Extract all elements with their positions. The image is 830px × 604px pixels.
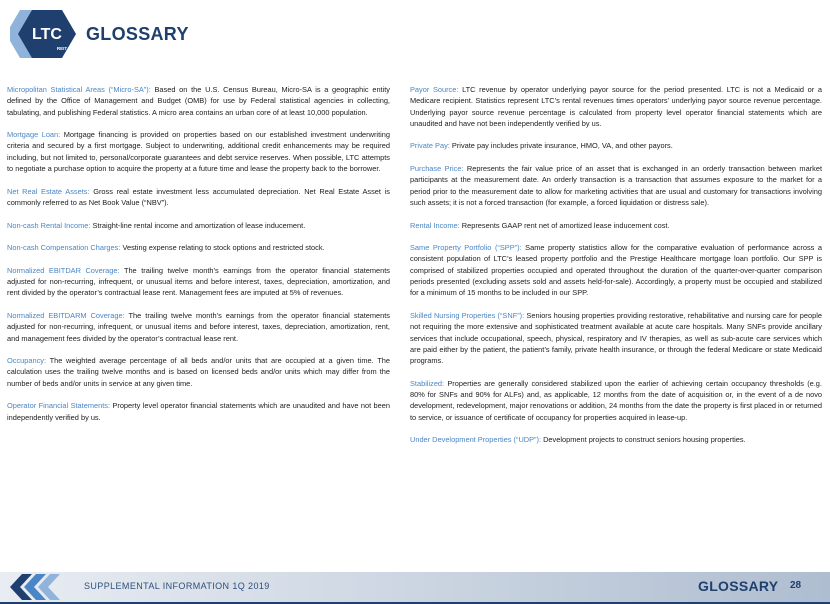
glossary-definition: Private pay includes private insurance, HMO, VA, and other payors. — [451, 141, 673, 151]
page-title: GLOSSARY — [86, 24, 189, 44]
glossary-entry — [410, 378, 822, 423]
glossary-definition: Vesting expense relating to stock options and restricted stock. — [122, 243, 325, 253]
glossary-definition: Represents the fair value price of an asset that is exchanged in an orderly transaction between market participants at the measurement date. An orderly transaction is a transaction that assumes exposure to the market for a period prior to the measurement date to allow for marketing activities that are usual and customary for transactions involving such assets; it is not a forced transaction (for example, a forced liquidation or distress sale). — [410, 164, 822, 207]
logo-sub-text: REIT — [56, 46, 68, 51]
glossary-term: Mortgage Loan: — [7, 130, 61, 140]
glossary-definition: Properties are generally considered stabilized upon the earlier of achieving certain occupancy thresholds (e.g. 80% for SNFs and 90% for ALFs) and, as applicable, 12 months from the date of acquisition or, in the event of a de novo development, redevelopment, major renovations or addition, 24 months from the date the property is first placed in or returned to service, or issuance of certificate of occupancy for properties acquired in lease-up. — [410, 378, 822, 422]
glossary-term: Non-cash Rental Income: — [7, 220, 91, 230]
glossary-definition: LTC revenue by operator underlying payor source for the period presented. LTC is not a Medicaid or a Medicare recipient. Statistics represent LTC’s rental revenues times operators’ underlying payor source revenue percentage. Underlying payor source revenue percentage is calculated from property level operator financial statements which are unaudited and have not been independently verified by us. — [410, 85, 822, 128]
glossary-left-column — [7, 84, 390, 434]
glossary-definition: Based on the U.S. Census Bureau, Micro-SA is a geographic entity defined by the Office of Management and Budget (OMB) for use by Federal statistical agencies in collecting, tabulating, and publishing Federal statistics. A micro area contains an urban core of at least 10,000 population. — [7, 85, 391, 117]
glossary-right-column — [410, 84, 822, 457]
glossary-term: Private Pay: — [410, 141, 450, 151]
glossary-definition: Development projects to construct seniors housing properties. — [543, 435, 746, 445]
glossary-entry — [7, 355, 390, 389]
glossary-term: Same Property Portfolio (“SPP”): — [410, 243, 522, 253]
glossary-entry — [7, 265, 390, 299]
glossary-term: Under Development Properties (“UDP”): — [410, 435, 542, 445]
page-footer — [0, 572, 830, 604]
glossary-entry — [410, 434, 822, 445]
glossary-term: Normalized EBITDAR Coverage: — [7, 265, 120, 275]
glossary-term: Non-cash Compensation Charges: — [7, 243, 121, 253]
glossary-term: Rental Income: — [410, 220, 460, 230]
logo-text: LTC — [32, 26, 62, 43]
glossary-term: Payor Source: — [410, 85, 459, 94]
glossary-entry — [410, 140, 822, 151]
footer-section-title: GLOSSARY — [698, 578, 779, 594]
glossary-definition: Seniors housing properties providing restorative, rehabilitative and nursing care for people not requiring the more extensive and sophisticated treatment available at acute care hospitals. Many SNFs provide ancillary services that include occupational, speech, physical, respiratory and IV therapies, as well as sub-acute care services which are paid either by the patient, the patient’s family, private health insurance, or through the federal Medicare or state Medicaid programs. — [410, 310, 822, 366]
glossary-definition: Property level operator financial statements which are unaudited and have not been independently verified by us. — [7, 401, 390, 422]
glossary-entry — [7, 84, 390, 118]
glossary-term: Purchase Price: — [410, 164, 464, 174]
glossary-definition: The trailing twelve month’s earnings from the operator financial statements adjusted for non-recurring, infrequent, or unusual items and before interest, taxes, depreciation, amortization, and rent divided by the operator’s contractual lease rent. Management fees are imputed at 5% of revenues. — [7, 265, 390, 298]
glossary-term: Operator Financial Statements: — [7, 401, 110, 411]
glossary-definition: The trailing twelve month’s earnings from the operator financial statements adjusted for non-recurring, infrequent, or unusual items and before interest, taxes, depreciation, amortization, rent, and management fees divided by the operator’s contractual lease rent. — [7, 310, 390, 343]
page-header — [0, 0, 830, 70]
glossary-entry — [7, 400, 390, 423]
glossary-entry — [7, 129, 390, 174]
glossary-term: Micropolitan Statistical Areas (“Micro-SA”): — [7, 85, 151, 94]
glossary-definition: Gross real estate investment less accumulated depreciation. Net Real Estate Asset is commonly referred to as Net Book Value (“NBV”). — [7, 186, 390, 207]
glossary-entry — [7, 186, 390, 209]
glossary-entry — [7, 310, 390, 344]
glossary-entry — [410, 242, 822, 298]
glossary-definition: Straight-line rental income and amortization of lease inducement. — [92, 220, 306, 230]
glossary-definition: The weighted average percentage of all beds and/or units that are occupied at a given time. The calculation uses the trailing twelve months and is based on licensed beds and/or units which may differ from the number of beds and/or units in service at any given time. — [7, 356, 390, 388]
glossary-entry — [410, 163, 822, 208]
glossary-entry — [7, 242, 390, 253]
glossary-term: Net Real Estate Assets: — [7, 186, 90, 196]
glossary-term: Occupancy: — [7, 356, 47, 366]
glossary-entry — [7, 220, 390, 231]
page-number: 28 — [790, 580, 802, 591]
glossary-entry — [410, 310, 822, 366]
glossary-term: Skilled Nursing Properties (“SNF”): — [410, 310, 525, 320]
glossary-definition: Mortgage financing is provided on properties based on our established investment underwriting criteria and secured by a first mortgage. Subject to underwriting, additional credit enhancements may be required including, but not limited to, personal/corporate guarantees and debt service reserves. When possible, LTC attempts to negotiate a purchase option to acquire the property at a future time and lease the property back to the borrower. — [7, 130, 390, 174]
glossary-definition: Same property statistics allow for the comparative evaluation of performance across a consistent population of LTC’s leased property portfolio and the Prestige Healthcare mortgage loan portfolio. Our SPP is comprised of stabilized properties occupied and operated throughout the duration of the quarter-over-quarter comparison periods presented (excluding assets sold and assets held-for-sale). Accordingly, a property must be occupied and stabilized for a minimum of 15 months to be included in our SPP. — [410, 243, 822, 298]
glossary-entry — [410, 220, 822, 231]
ltc-logo — [10, 10, 80, 58]
footer-chevron-icon — [8, 574, 68, 600]
footer-info: SUPPLEMENTAL INFORMATION 1Q 2019 — [84, 581, 270, 591]
glossary-term: Normalized EBITDARM Coverage: — [7, 310, 125, 320]
glossary-entry — [410, 84, 822, 129]
glossary-definition: Represents GAAP rent net of amortized lease inducement cost. — [461, 220, 670, 230]
glossary-term: Stabilized: — [410, 378, 445, 388]
